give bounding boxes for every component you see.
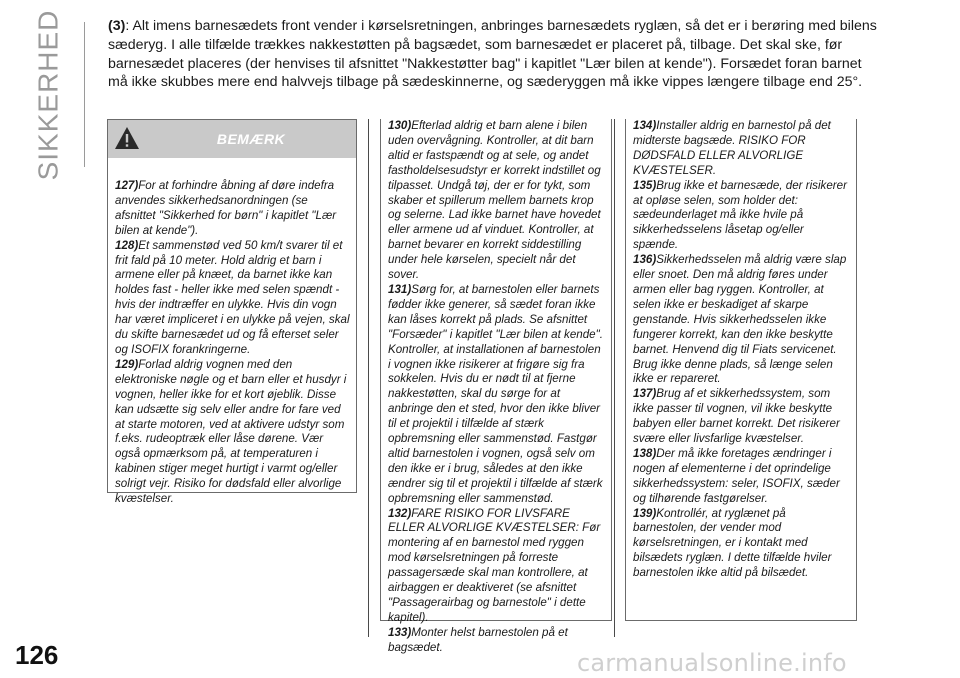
warning-item: 130)Efterlad aldrig et barn alene i bilen uden overvågning. Kontroller, at dit barn altid er fastspændt og at sele, og andet fastholdelsesudstyr er korrekt indstillet og tilpasset. Undgå tøj, der er for tykt, som skaber et spillerum mellem barnets krop og selerne. Lad ikke barnet have hovedet eller armene ud af vinduet. Kontroller, at barnet bevarer en korrekt siddestilling under hele kørselen, specielt når det sover.: [388, 119, 601, 282]
note-item: 128)Et sammenstød ved 50 km/t svarer til et frit fald på 10 meter. Hold aldrig et barn i armene eller på knæet, da barnet ikke kan holdes fast - heller ikke med selen spændt - hvis der indtræffer en ulykke. Hvis din vogn har været impliceret i en ulykke på vejen, skal du skifte barnesædet ud og få efterset seler og ISOFIX forankringerne.: [115, 238, 350, 356]
warning-triangle-icon: [114, 126, 140, 150]
warning-column-3: [625, 119, 857, 621]
warning-item: 136)Sikkerhedsselen må aldrig være slap eller snoet. Den må aldrig føres under armen eller bag ryggen. Kontroller, at selen ikke er beskadiget af skarpe genstande. Hvis sikkerhedsselen ikke fungerer korrekt, kan den ikke beskytte barnet. Henvend dig til Fiats servicenet. Brug ikke denne plads, så længe selen ikke er repareret.: [633, 253, 847, 386]
warning-column-2: [380, 119, 612, 654]
intro-ref: (3): [108, 18, 126, 34]
note-box: [107, 119, 357, 506]
intro-paragraph: [108, 17, 878, 92]
warning-item: 139)Kontrollér, at ryglænet på barnestolen, der vender mod kørselsretningen, er i kontakt med bilsædets ryglæn. I dette tilfælde hviler barnestolen ikke altid på bilsædet.: [633, 506, 832, 580]
section-title: SIKKERHED: [32, 9, 64, 181]
column-divider: [614, 119, 615, 637]
warning-item: 131)Sørg for, at barnestolen eller barnets fødder ikke generer, så sædet foran ikke kan låses korrekt på plads. Se afsnittet "Forsæder" i kapitlet "Lær bilen at kende". Kontroller, at installationen af barnestolen i vognen ikke risikerer at frigøre sig fra sokkelen. Hvis du er nødt til at fjerne nakkestøtten, skal du sørge for at anbringe den et sted, hvor den ikke bliver til et projektil i tilfælde af stærk opbremsning eller sammenstød. Fastgør altid barnestolen i vognen, også selv om den ikke er i brug, således at den ikke ændrer sig til et projektil i tilfælde af stærk opbremsning eller sammenstød.: [388, 282, 603, 505]
watermark: carmanualsonline.info: [577, 649, 847, 677]
intro-text: : Alt imens barnesædets front vender i kørselsretningen, anbringes barnesædets ryglæn, så det er i berøring med bilens sæderyg. I alle tilfælde trækkes nakkestøtten på bagsædet, som barnesædet er placeret på, tilbage. Det skal ske, før barnesædet placeres (der henvises til afsnittet "Nakkestøtter bag" i kapitlet "Lær bilen at kende"). Forsædet foran barnet må ikke skubbes mere end halvvejs tilbage på sædeskinnerne, og sæderyggen må ikke vippes længere tilbage end 25°.: [108, 18, 877, 91]
warning-item: 135)Brug ikke et barnesæde, der risikerer at opløse selen, som holder det: sædeunderlaget må ikke hvile på sikkerhedsselens låsetap og/eller spænde.: [633, 178, 847, 252]
warning-item: 132)FARE RISIKO FOR LIVSFARE ELLER ALVORLIGE KVÆSTELSER: Før montering af en barnestol med ryggen mod kørselsretningen på forreste passagersæde skal man kontrollere, at airbaggen er deaktiveret (se afsnittet "Passagerairbag og barnestole" i dette kapitel).: [388, 506, 601, 624]
column-divider: [368, 119, 369, 637]
warning-item: 133)Monter helst barnestolen på et bagsædet.: [388, 625, 568, 654]
note-box-title: BEMÆRK: [216, 131, 286, 147]
section-divider: [84, 22, 85, 167]
warning-item: 134)Installer aldrig en barnestol på det midterste bagsæde. RISIKO FOR DØDSFALD ELLER ALVORLIGE KVÆSTELSER.: [633, 119, 831, 177]
warning-item: 137)Brug af et sikkerhedssystem, som ikke passer til vognen, vil ikke beskytte babyen eller barnet korrekt. Det risikerer svære eller livsfarlige kvæstelser.: [633, 387, 840, 446]
page-number: 126: [15, 640, 59, 670]
note-box-body: [115, 179, 351, 507]
warning-item: 138)Der må ikke foretages ændringer i nogen af elementerne i det oprindelige sikkerhedssystem: seler, ISOFIX, sæder og tilhørende fastgørelser.: [633, 446, 840, 505]
note-item: 127)For at forhindre åbning af døre indefra anvendes sikkerhedsanordningen (se afsnittet "Sikkerhed for børn" i kapitlet "Lær bilen at kende").: [115, 179, 337, 237]
note-box-header: [108, 120, 356, 158]
note-item: 129)Forlad aldrig vognen med den elektroniske nøgle og et barn eller et husdyr i vognen, heller ikke for et kort øjeblik. Disse kan udsætte sig selv eller andre for fare ved at starte motoren, ved at aktivere udstyr som f.eks. rudeoptræk eller låse dørene. Vær også opmærksom på, at temperaturen i kabinen stiger meget hurtigt i varmt og/eller solrigt vejr. Risiko for dødsfald eller alvorlige kvæstelser.: [115, 357, 347, 506]
